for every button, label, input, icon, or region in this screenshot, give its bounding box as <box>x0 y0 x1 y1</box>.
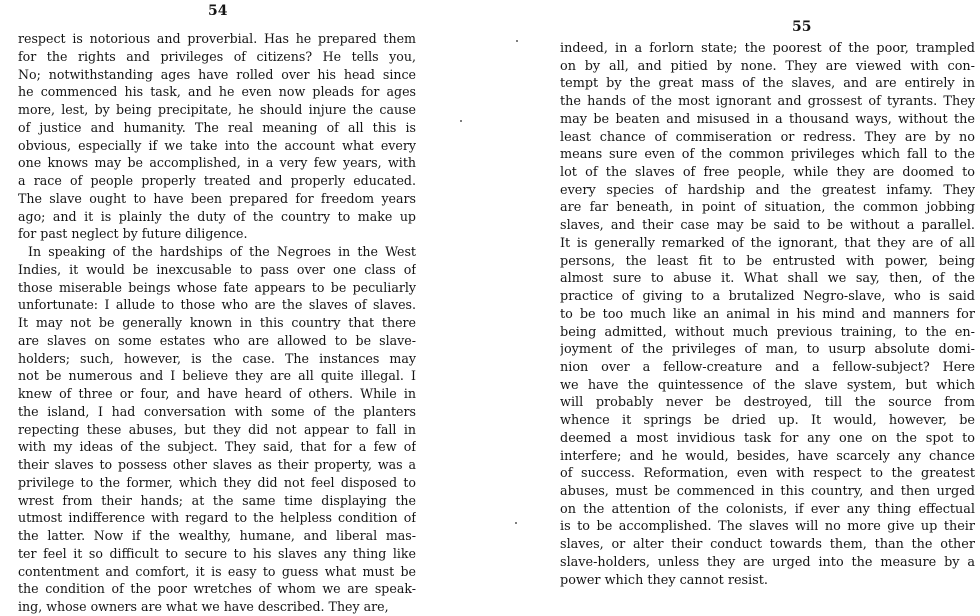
scan-speck <box>515 522 517 524</box>
text-line: obvious, especially if we take into the account what every <box>18 137 416 153</box>
text-line: a race of people properly treated and properly educated. <box>18 173 416 188</box>
text-line: on by all, and pitied by none. They are viewed with con- <box>560 58 975 74</box>
text-line: utmost indifference with regard to the helpless condition of <box>18 510 416 526</box>
text-line: for past neglect by future diligence. <box>18 226 248 242</box>
text-line: to be too much like an animal in his mind and manners for <box>560 306 975 322</box>
text-line: being admitted, without much previous training, to the en- <box>560 324 975 340</box>
text-line: on the attention of the colonists, if ever any thing effectual <box>560 501 975 517</box>
text-line: practice of giving to a brutalized Negro-slave, who is said <box>560 289 975 305</box>
text-line: with my ideas of the subject. They said, that for a few of <box>18 439 416 455</box>
text-line: of justice and humanity. The real meaning of all this is <box>18 119 416 135</box>
text-line: are far beneath, in point of situation, the common jobbing <box>560 200 975 216</box>
text-line: are slaves on some estates who are allowed to be slave- <box>18 332 416 348</box>
text-line: means sure even of the common privileges which fall to the <box>560 147 975 163</box>
text-line: tempt by the great mass of the slaves, and are entirely in <box>560 76 975 92</box>
text-line: interfere; and he would, besides, have scarcely any chance <box>560 448 975 464</box>
right-page <box>530 0 980 596</box>
text-line: those miserable beings whose fate appears to be peculiarly <box>18 279 416 295</box>
page-number: 54 <box>208 3 228 19</box>
text-line: of success. Reformation, even with respect to the greatest <box>560 466 975 482</box>
text-line: their slaves to possess other slaves as their property, was a <box>18 457 416 472</box>
text-line: lot of the slaves of free people, while they are doomed to <box>560 165 975 181</box>
scan-speck <box>460 120 462 122</box>
text-line: slaves, or alter their conduct towards them, than the other <box>560 537 975 553</box>
text-line: more, lest, by being precipitate, he should injure the cause <box>18 102 416 117</box>
text-line: ter feel it so difficult to secure to his slaves any thing like <box>18 545 416 561</box>
text-line: nion over a fellow-creature and a fellow-subject? Here <box>560 359 975 375</box>
text-line: knew of three or four, and have heard of others. While in <box>18 386 416 401</box>
page-text <box>560 40 975 589</box>
text-line: respect is notorious and proverbial. Has he prepared them <box>18 31 416 46</box>
text-line: wrest from their hands; at the same time displaying the <box>18 492 416 508</box>
text-line: deemed a most invidious task for any one on the spot to <box>560 430 975 446</box>
text-line: abuses, must be commenced in this country, and then urged <box>560 483 975 499</box>
text-line: may be beaten and misused in a thousand ways, without the <box>560 111 975 127</box>
page-number: 55 <box>792 19 812 35</box>
text-line: ing, whose owners are what we have described. They are, <box>18 599 389 614</box>
text-line: unfortunate: I allude to those who are the slaves of slaves. <box>18 297 416 313</box>
text-line: one knows may be accomplished, in a very few years, with <box>18 155 416 171</box>
text-line: privilege to the former, which they did not feel disposed to <box>18 474 416 490</box>
text-line: repecting these abuses, but they did not appear to fall in <box>18 421 416 437</box>
text-line: the hands of the most ignorant and grossest of tyrants. They <box>560 94 975 110</box>
text-line: is to be accomplished. The slaves will no more give up their <box>560 519 975 535</box>
text-line: power which they cannot resist. <box>560 572 768 588</box>
text-line: Indies, it would be inexcusable to pass over one class of <box>18 261 416 277</box>
text-line: for the rights and privileges of citizens? He tells you, <box>18 48 416 64</box>
text-line: the latter. Now if the wealthy, humane, and liberal mas- <box>18 528 416 543</box>
text-line: the condition of the poor wretches of whom we are speak- <box>18 581 416 597</box>
text-line: In speaking of the hardships of the Negroes in the West <box>28 244 416 259</box>
text-line: whence it springs be dried up. It would, however, be <box>560 413 975 429</box>
text-line: It may not be generally known in this country that there <box>18 315 416 330</box>
text-line: contentment and comfort, it is easy to guess what must be <box>18 563 416 579</box>
text-line: joyment of the privileges of man, to usurp absolute domi- <box>560 342 975 358</box>
text-line: almost sure to abuse it. What shall we say, then, of the <box>560 271 975 287</box>
page-text <box>18 30 416 616</box>
text-line: will probably never be destroyed, till the source from <box>560 395 975 411</box>
text-line: not be numerous and I believe they are all quite illegal. I <box>18 368 416 384</box>
text-line: holders; such, however, is the case. The instances may <box>18 350 416 366</box>
text-line: slaves, and their case may be said to be without a parallel. <box>560 218 975 234</box>
text-line: ago; and it is plainly the duty of the country to make up <box>18 208 416 224</box>
text-line: least chance of commiseration or redress. They are by no <box>560 129 975 145</box>
text-line: slave-holders, unless they are urged into the measure by a <box>560 554 975 570</box>
text-line: every species of hardship and the greatest infamy. They <box>560 182 975 198</box>
text-line: The slave ought to have been prepared for freedom years <box>18 190 416 206</box>
text-line: we have the quintessence of the slave system, but which <box>560 377 975 393</box>
text-line: No; notwithstanding ages have rolled over his head since <box>18 66 416 82</box>
text-line: he commenced his task, and he even now pleads for ages <box>18 84 416 100</box>
text-line: indeed, in a forlorn state; the poorest of the poor, trampled <box>560 41 975 56</box>
text-line: It is generally remarked of the ignorant, that they are of all <box>560 235 975 251</box>
scan-speck <box>516 40 518 42</box>
left-page <box>0 0 470 614</box>
text-line: the island, I had conversation with some of the planters <box>18 403 416 419</box>
text-line: persons, the least fit to be entrusted with power, being <box>560 253 975 269</box>
